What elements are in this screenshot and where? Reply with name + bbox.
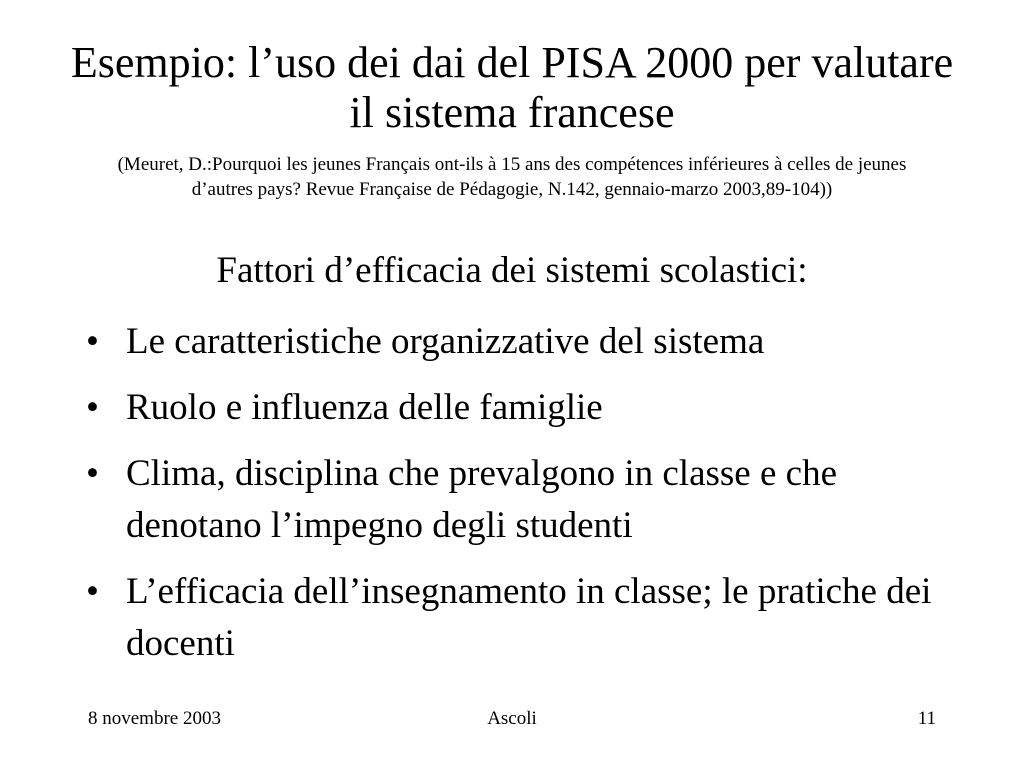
footer-location: Ascoli	[487, 708, 537, 729]
slide-subtitle-citation: (Meuret, D.:Pourquoi les jeunes Français ont-ils à 15 ans des compétences inférieures à celles de jeunes d’autres pays? Revue Française de Pédagogie, N.142, gennaio-marzo 2003,89-104))	[117, 154, 907, 200]
footer-page-number: 11	[917, 708, 936, 729]
bullet-item	[86, 448, 966, 552]
slide-title: Esempio: l’uso dei dai del PISA 2000 per valutare il sistema francese	[70, 38, 954, 137]
bullet-item	[86, 566, 966, 670]
bullet-text: Ruolo e influenza delle famiglie	[126, 387, 603, 428]
bullet-text: L’efficacia dell’insegnamento in classe; le pratiche dei docenti	[126, 571, 932, 664]
bullet-symbol: •	[86, 387, 99, 428]
bullet-text: Clima, disciplina che prevalgono in classe e che denotano l’impegno degli studenti	[126, 453, 837, 546]
bullet-symbol: •	[86, 453, 99, 494]
bullet-list	[86, 316, 966, 684]
bullet-symbol: •	[86, 321, 99, 362]
bullet-symbol: •	[86, 571, 99, 612]
footer-date: 8 novembre 2003	[88, 708, 221, 729]
bullet-item	[86, 382, 966, 434]
bullet-item	[86, 316, 966, 368]
bullet-text: Le caratteristiche organizzative del sistema	[126, 321, 765, 362]
body-heading: Fattori d’efficacia dei sistemi scolastici:	[216, 250, 808, 291]
